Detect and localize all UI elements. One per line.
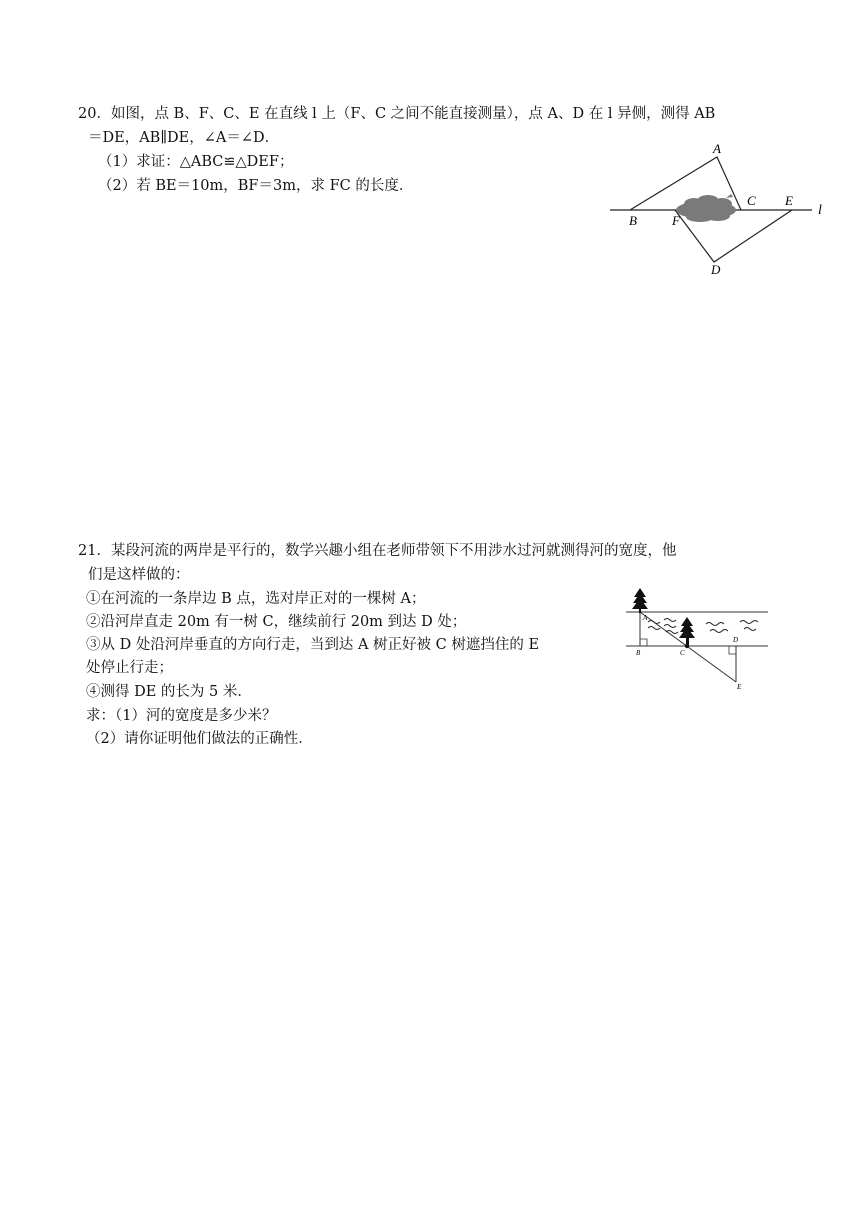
- p21-line1: 21．某段河流的两岸是平行的，数学兴趣小组在老师带领下不用涉水过河就测得河的宽度，他: [78, 543, 677, 559]
- label-D: D: [711, 262, 721, 277]
- p21-step3a: ③从 D 处沿河岸垂直的方向行走，当到达 A 树正好被 C 树遮挡住的 E: [86, 637, 540, 653]
- p21-line2: 们是这样做的：: [88, 567, 190, 583]
- p20-part2: （2）若 BE＝10m，BF＝3m，求 FC 的长度．: [98, 178, 414, 194]
- label-D: D: [733, 636, 739, 644]
- label-E: E: [785, 193, 793, 208]
- tree-A-icon: [632, 588, 648, 613]
- right-angle-D-icon: [729, 646, 736, 654]
- water-waves-icon: [648, 619, 758, 634]
- label-l: l: [818, 203, 822, 218]
- p21-step2: ②沿河岸直走 20m 有一树 C，继续前行 20m 到达 D 处；: [86, 614, 467, 630]
- p21-step3b: 处停止行走；: [86, 660, 173, 676]
- p20-line2: ＝DE，AB∥DE，∠A＝∠D．: [88, 130, 280, 146]
- label-B: B: [636, 649, 641, 657]
- label-C: C: [747, 193, 756, 208]
- p21-step1: ①在河流的一条岸边 B 点，选对岸正对的一棵树 A；: [86, 591, 426, 607]
- p21-river-figure: [622, 584, 774, 692]
- p21-question1: 求：（1）河的宽度是多少米？: [86, 708, 277, 724]
- label-A: A: [713, 141, 721, 156]
- p21-step4: ④测得 DE 的长为 5 米．: [86, 684, 252, 700]
- tree-C-icon: [679, 617, 695, 648]
- p20-part1: （1）求证：△ABC≌△DEF；: [98, 154, 294, 170]
- p20-geometry-figure: [600, 138, 840, 280]
- label-A: A: [643, 614, 648, 622]
- label-E: E: [737, 683, 742, 691]
- label-B: B: [629, 213, 637, 228]
- p21-question2: （2）请你证明他们做法的正确性．: [86, 731, 313, 747]
- right-angle-B-icon: [640, 639, 647, 646]
- label-C: C: [680, 649, 685, 657]
- label-F: F: [672, 213, 680, 228]
- cloud-obstacle-icon: [676, 194, 736, 222]
- p20-line1: 20．如图，点 B、F、C、E 在直线 l 上（F、C 之间不能直接测量），点 A、D 在 l 异侧，测得 AB: [78, 106, 716, 122]
